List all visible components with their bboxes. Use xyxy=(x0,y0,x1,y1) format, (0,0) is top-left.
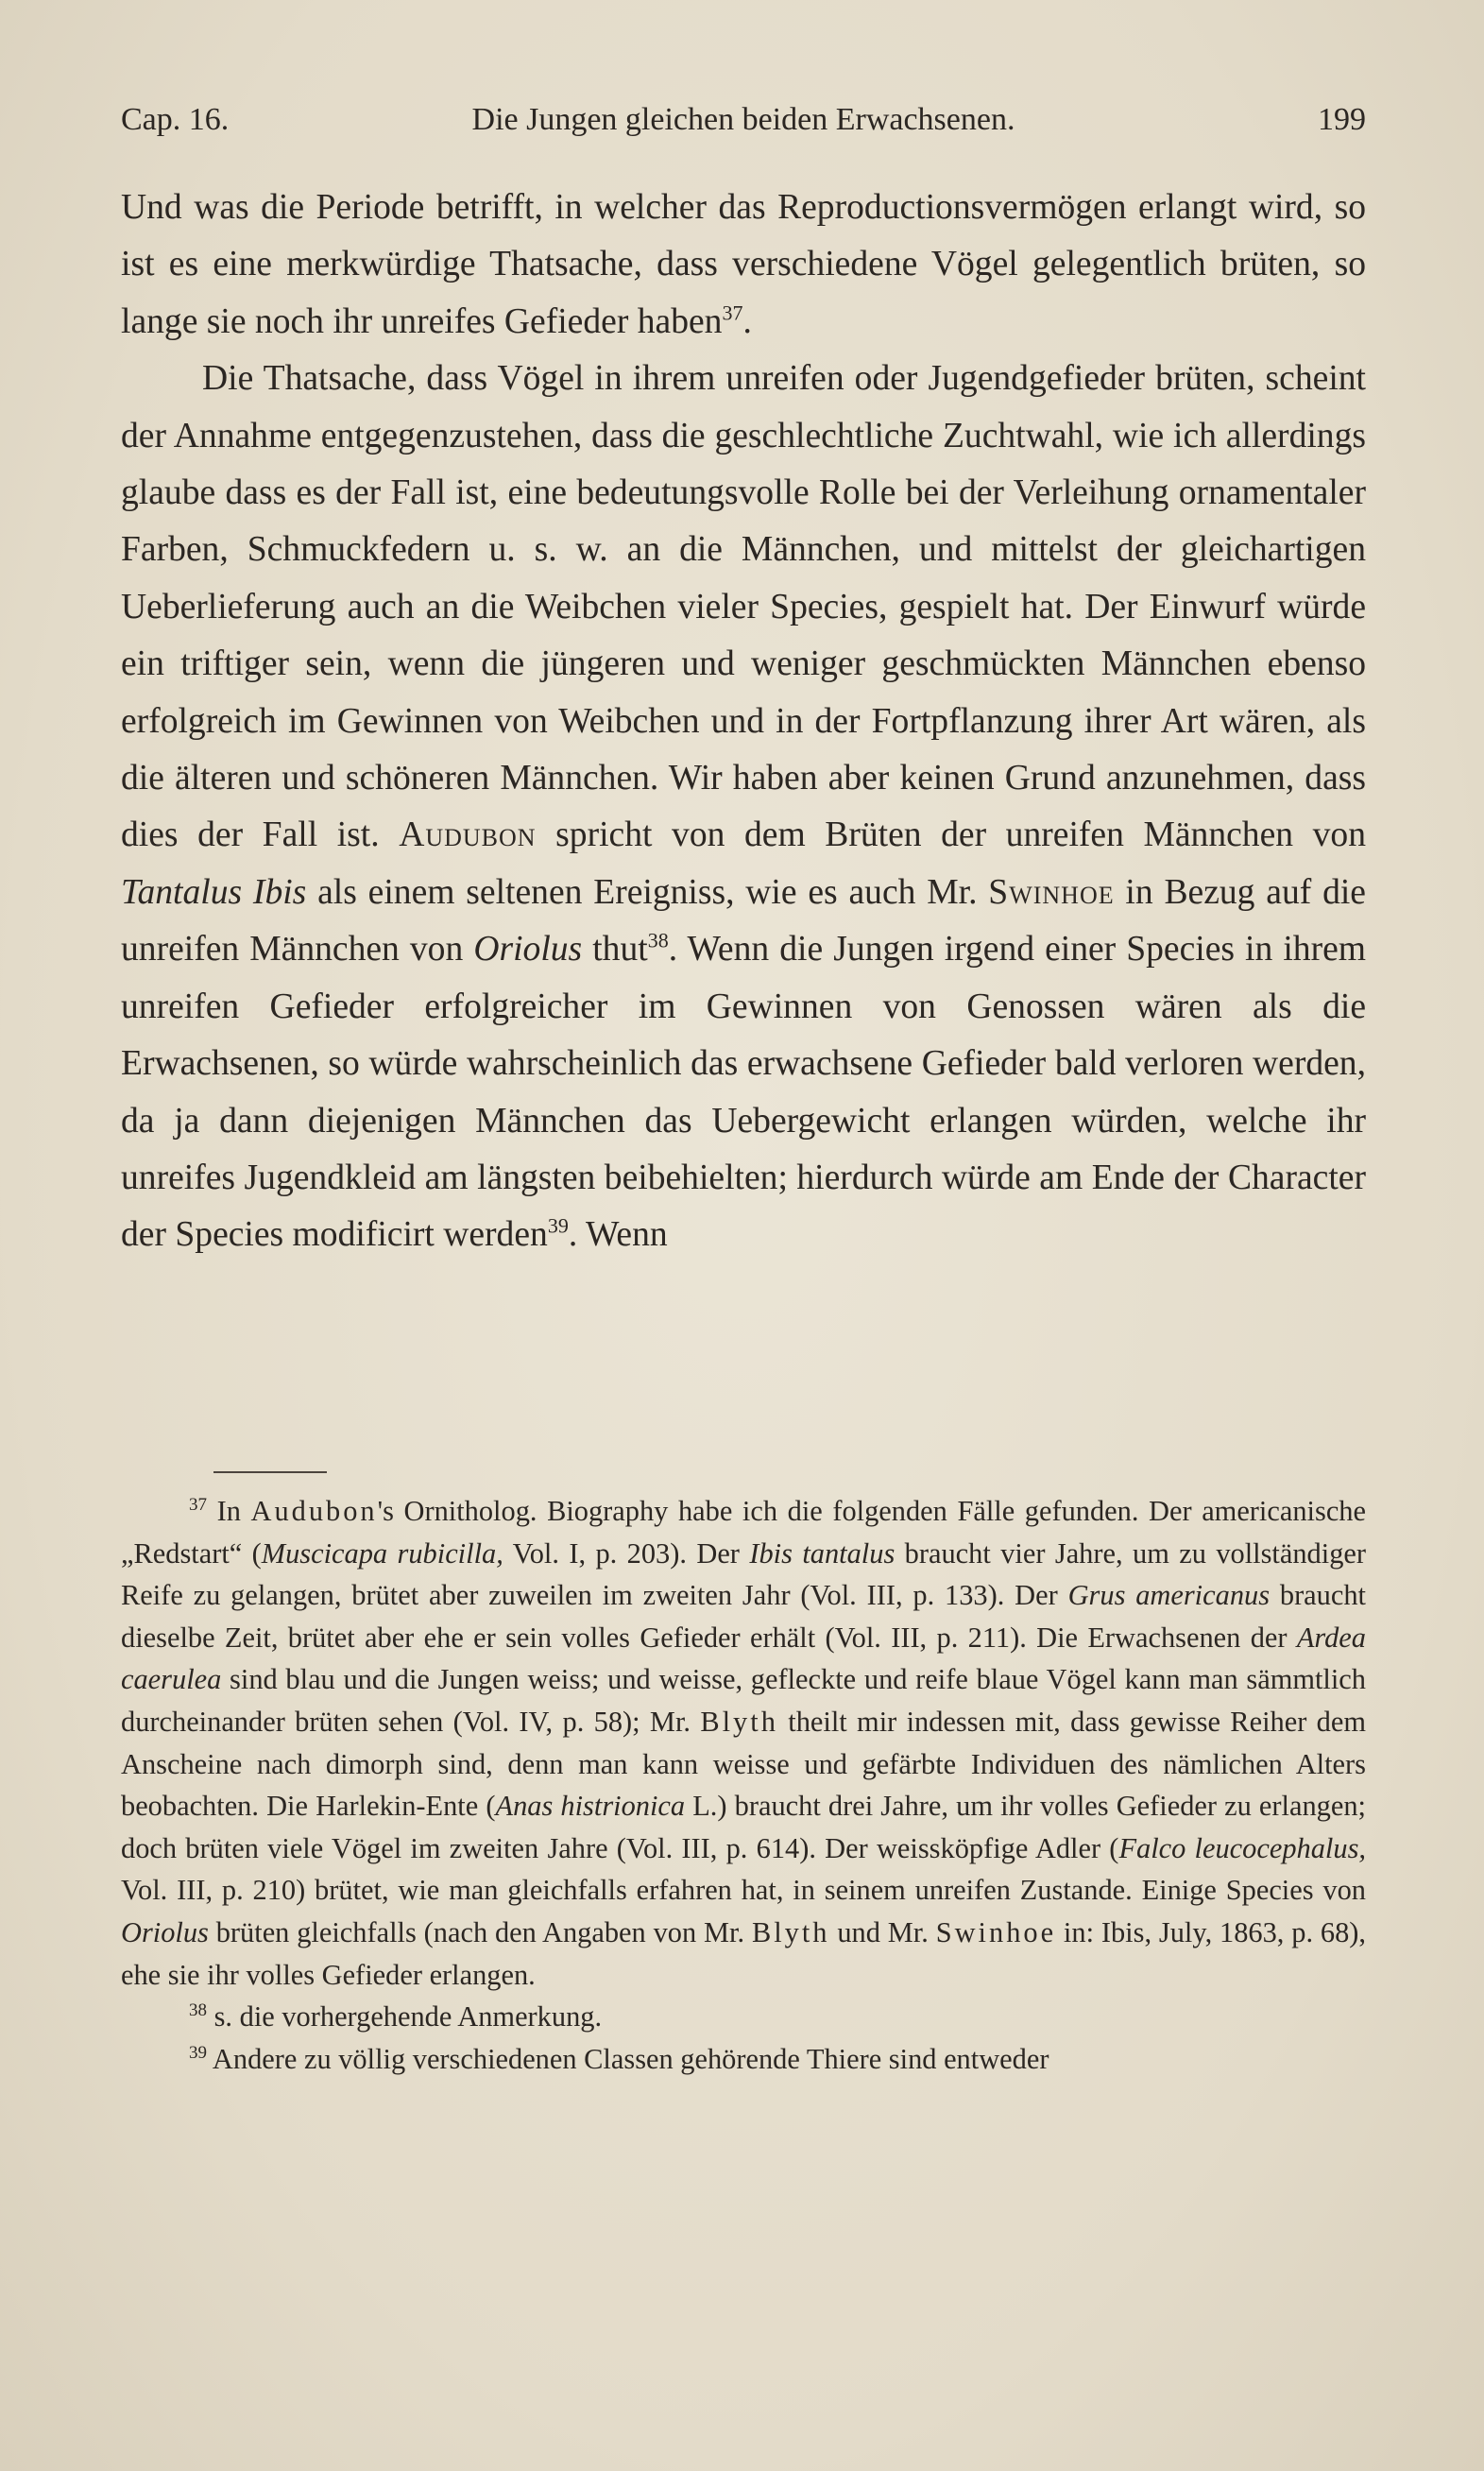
page-number: 199 xyxy=(1318,102,1366,137)
species-name: Muscicapa rubicilla, xyxy=(261,1536,503,1570)
paragraph-2-text-c: als einem seltenen Ereigniss, wie es auch Mr. xyxy=(306,872,989,912)
footnote-text: in: Ibis, July, 1863, p. 68), ehe sie ihr volles Gefieder erlangen. xyxy=(121,1915,1366,1991)
footnote-text: sind blau und die Jungen weiss; und weisse, gefleckte und reife blaue Vögel kann man sämmtlich durcheinander brüten sehen (Vol. IV, p. 58); Mr. xyxy=(121,1663,1366,1738)
footnote-number: 39 xyxy=(189,2042,207,2063)
paragraph-2-text-a: Die Thatsache, dass Vögel in ihrem unreifen oder Jugendgefieder brüten, scheint der Annahme entgegenzustehen, dass die geschlechtliche Zuchtwahl, wie ich allerdings glaube dass es der Fall ist, eine bedeutungsvolle Rolle bei der Verleihung ornamentaler Farben, Schmuckfedern u. s. w. an die Männchen, und mittelst der gleichartigen Ueberlieferung auch an die Weibchen vieler Species, gespielt hat. Der Einwurf würde ein triftiger sein, wenn die jüngeren und weniger geschmückten Männchen ebenso erfolgreich im Gewinnen von Weibchen und in der Fortpflanzung ihrer Art wären, als die älteren und schöneren Männchen. Wir haben aber keinen Grund anzunehmen, dass dies der Fall ist. xyxy=(121,359,1366,855)
footnote-separator xyxy=(213,1471,327,1473)
running-title: Die Jungen gleichen beiden Erwachsenen. xyxy=(471,102,1015,137)
footnote-text: s. die vorhergehende Anmerkung. xyxy=(213,2000,603,2033)
footnote-text: braucht dieselbe Zeit, brütet aber ehe er sein volles Gefieder erhält (Vol. III, p. 211). Die Erwachsenen der xyxy=(121,1579,1366,1654)
species-name: Ibis tantalus xyxy=(749,1536,896,1570)
paragraph-2-text-b: spricht von dem Brüten der unreifen Männchen von xyxy=(536,815,1367,855)
footnote-ref-38: 38 xyxy=(647,928,669,952)
footnote-39 xyxy=(121,2038,1366,2081)
footnote-text: L.) braucht drei Jahre, um ihr volles Gefieder zu erlangen; doch brüten viele Vögel im zweiten Jahre (Vol. III, p. 614). Der weissköpfige Adler ( xyxy=(121,1790,1366,1864)
species-name: Ardea caerulea xyxy=(121,1621,1366,1696)
footnote-text: Andere zu völlig verschiedenen Classen gehörende Thiere sind entweder xyxy=(212,2042,1049,2075)
footnotes xyxy=(121,1490,1366,2080)
paragraph-2 xyxy=(121,351,1366,1264)
paragraph-1 xyxy=(121,180,1366,351)
author-blyth: Blyth xyxy=(751,1915,830,1948)
main-text xyxy=(121,180,1366,1264)
species-name: Anas histrionica xyxy=(495,1790,686,1823)
footnote-number: 37 xyxy=(189,1494,207,1515)
species-name: Grus americanus xyxy=(1067,1579,1271,1612)
footnote-text: In xyxy=(216,1495,251,1527)
running-header xyxy=(121,102,1366,155)
paragraph-1-end: . xyxy=(742,301,752,341)
footnote-text: Vol. III, p. 210) brütet, wie man gleichfalls erfahren hat, in seinem unreifen Zustande. Einige Species von xyxy=(121,1874,1366,1907)
footnote-text: Vol. I, p. 203). Der xyxy=(503,1536,750,1570)
footnote-ref-39: 39 xyxy=(547,1213,569,1238)
author-audubon: Audubon xyxy=(399,815,537,855)
footnote-37 xyxy=(121,1490,1366,1996)
author-swinhoe: Swinhoe xyxy=(988,872,1115,912)
paragraph-1-text: Und was die Periode betrifft, in welcher das Reproductionsvermögen erlangt wird, so ist es eine merkwürdige Thatsache, dass verschiedene Vögel gelegentlich brüten, so lange sie noch ihr unreifes Gefieder haben xyxy=(121,188,1366,341)
paragraph-2-text-g: . Wenn xyxy=(568,1215,668,1255)
author-blyth: Blyth xyxy=(700,1705,778,1738)
footnote-text: brüten gleichfalls (nach den Angaben von Mr. xyxy=(208,1915,752,1948)
footnote-38 xyxy=(121,1996,1366,2038)
author-audubon: Audubon xyxy=(250,1495,378,1527)
footnote-ref-37: 37 xyxy=(722,300,743,325)
footnote-text: 's Ornitholog. Biography habe ich die folgenden Fälle gefunden. Der americanische „Redstart“ ( xyxy=(121,1495,1366,1570)
footnote-text: und Mr. xyxy=(829,1915,936,1948)
paragraph-2-text-f: . Wenn die Jungen irgend einer Species in ihrem unreifen Gefieder erfolgreicher im Gewinnen von Genossen wären als die Erwachsenen, so würde wahrscheinlich das erwachsene Gefieder bald verloren werden, da ja dann diejenigen Männchen das Uebergewicht erlangen würden, welche ihr unreifes Jugendkleid am längsten beibehielten; hierdurch würde am Ende der Character der Species modificirt werden xyxy=(121,930,1366,1255)
paragraph-2-text-e: thut xyxy=(582,930,648,970)
genus-oriolus: Oriolus xyxy=(473,930,583,970)
footnote-text: braucht vier Jahre, um zu vollständiger Reife zu gelangen, brütet aber zuweilen im zweiten Jahr (Vol. III, p. 133). Der xyxy=(121,1536,1366,1612)
species-name: Falco leucocephalus, xyxy=(1118,1831,1366,1864)
footnote-number: 38 xyxy=(189,2000,207,2020)
footnote-text: theilt mir indessen mit, dass gewisse Reiher dem Anscheine nach dimorph sind, denn man kann weisse und gefärbte Individuen des nämlichen Alters beobachten. Die Harlekin-Ente ( xyxy=(121,1705,1366,1823)
author-swinhoe: Swinhoe xyxy=(935,1915,1057,1948)
chapter-label: Cap. 16. xyxy=(121,102,230,137)
species-name: Oriolus xyxy=(121,1915,209,1948)
paragraph-2-text-d: in Bezug auf die unreifen Männchen von xyxy=(121,872,1366,970)
species-tantalus-ibis: Tantalus Ibis xyxy=(121,872,307,912)
